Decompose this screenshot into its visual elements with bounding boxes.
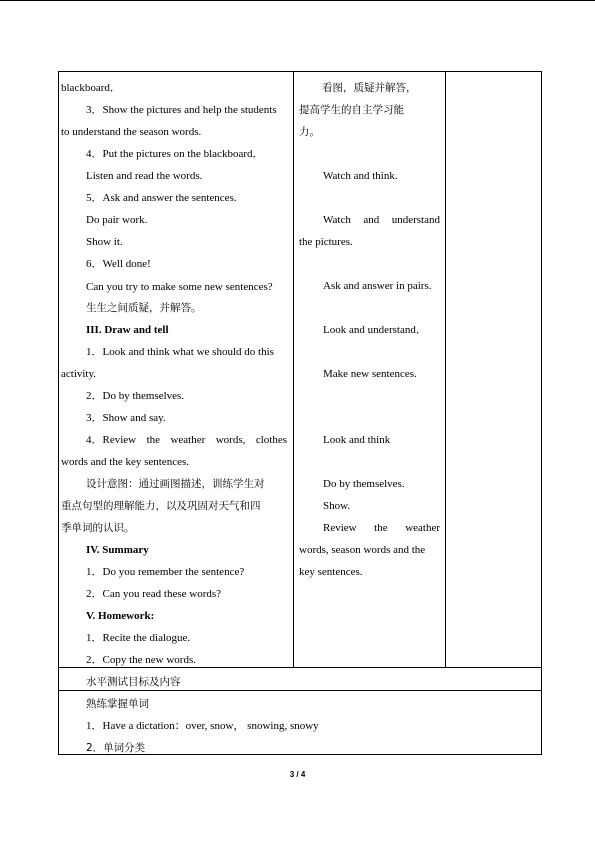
justified-line: [323, 522, 440, 535]
text-line: 2．Can you read these words?: [86, 588, 222, 600]
text-line: 3．Show and say.: [86, 412, 166, 424]
text-line: 设计意图：通过画图描述，训练学生对: [86, 478, 265, 490]
word: the: [374, 522, 388, 534]
text-line: Can you try to make some new sentences?: [86, 281, 273, 293]
text-line: the pictures.: [299, 236, 353, 248]
text-line: activity.: [61, 368, 97, 380]
text-line: Do by themselves.: [323, 478, 405, 490]
text-line: 6．Well done!: [86, 258, 151, 270]
text-line: 看图，质疑并解答，: [322, 82, 417, 94]
word: clothes: [255, 434, 287, 446]
section-heading: III. Draw and tell: [86, 324, 169, 336]
word: the: [146, 434, 161, 446]
text-line: 1．Look and think what we should do this: [86, 346, 274, 358]
text-line: Show.: [323, 500, 351, 512]
text-line: 生生之间质疑，并解答。: [86, 302, 202, 314]
word: Watch: [323, 214, 351, 226]
text-line: Show it.: [86, 236, 123, 248]
text-line: Do pair work.: [86, 214, 148, 226]
word: and: [363, 214, 380, 226]
text-line: 季单词的认识。: [61, 522, 135, 534]
text-line: words and the key sentences.: [61, 456, 189, 468]
text-line: 4．Put the pictures on the blackboard．: [86, 148, 264, 160]
section-heading: IV. Summary: [86, 544, 149, 556]
text-line: 2．Copy the new words.: [86, 654, 196, 666]
notes-cell: [446, 72, 541, 667]
row-divider: [59, 690, 541, 691]
text-line: 2．单词分类: [86, 742, 146, 754]
word: understand: [391, 214, 440, 226]
word: Review: [323, 522, 357, 534]
lesson-plan-table: [58, 71, 542, 755]
text-line: 1．Do you remember the sentence?: [86, 566, 245, 578]
text-line: Look and understand．: [323, 324, 427, 336]
text-line: Watch and think.: [323, 170, 398, 182]
text-line: key sentences.: [299, 566, 363, 578]
text-line: 2．Do by themselves.: [86, 390, 185, 402]
text-line: 5．Ask and answer the sentences.: [86, 192, 237, 204]
text-line: 提高学生的自主学习能: [299, 104, 404, 116]
justified-line: [86, 434, 287, 447]
word: 4．Review: [86, 434, 137, 446]
text-line: 重点句型的理解能力，以及巩固对天气和四: [61, 500, 261, 512]
text-line: Listen and read the words.: [86, 170, 203, 182]
teacher-activity-cell: [59, 72, 294, 667]
text-line: words, season words and the: [299, 544, 426, 556]
row-divider: [59, 667, 541, 668]
word: words,: [215, 434, 246, 446]
text-line: blackboard．: [61, 82, 121, 94]
text-line: 1．Have a dictation：over, snow， snowing, snowy: [86, 720, 319, 732]
text-line: Ask and answer in pairs.: [323, 280, 432, 292]
text-line: Make new sentences.: [323, 368, 417, 380]
text-line: 1．Recite the dialogue.: [86, 632, 191, 644]
text-line: to understand the season words.: [61, 126, 202, 138]
student-activity-cell: [294, 72, 446, 667]
text-line: 力。: [299, 126, 320, 138]
section-label: 水平测试目标及内容: [86, 676, 181, 688]
text-line: Look and think: [323, 434, 391, 446]
word: weather: [405, 522, 440, 534]
text-line: 3．Show the pictures and help the students: [86, 104, 277, 116]
header-rule: [0, 0, 595, 1]
word: weather: [170, 434, 206, 446]
page-number: 3 / 4: [289, 770, 306, 779]
text-line: 熟练掌握单词: [86, 698, 149, 710]
section-heading: V. Homework:: [86, 610, 155, 622]
justified-line: [323, 214, 440, 227]
teaching-process-row: [59, 72, 541, 667]
